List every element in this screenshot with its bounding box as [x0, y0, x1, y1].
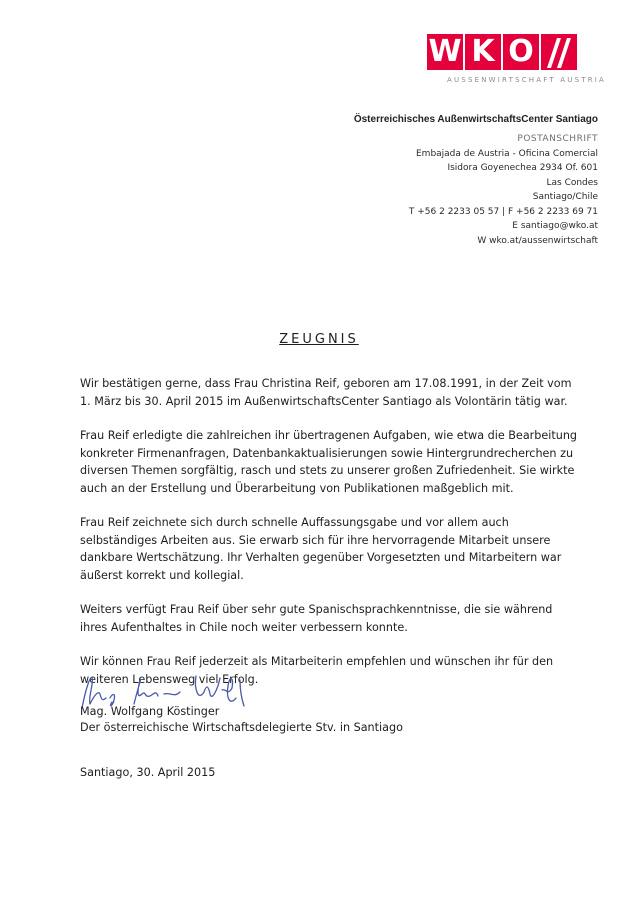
body-paragraph: Weiters verfügt Frau Reif über sehr gute Spanischsprachkenntnisse, die sie während ihres Aufenthaltes in Chile noch weiter verbessern konnte. [80, 603, 553, 634]
body-paragraph: Wir bestätigen gerne, dass Frau Christina Reif, geboren am 17.08.1991, in der Zeit vom 1. März bis 30. April 2015 im AußenwirtschaftsCenter Santiago als Volontärin tätig war. [80, 377, 572, 408]
logo-letter-k: K [465, 34, 501, 70]
document-title: ZEUGNIS [279, 332, 359, 347]
website-line: W wko.at/aussenwirtschaft [477, 235, 598, 246]
logo-letter-w: W [428, 34, 462, 69]
phone-fax-line: T +56 2 2233 05 57 | F +56 2 2233 69 71 [408, 206, 598, 217]
logo-stripes-icon [541, 34, 577, 70]
signer-role: Der österreichische Wirtschaftsdelegierte Stv. in Santiago [80, 721, 403, 734]
place-date: Santiago, 30. April 2015 [80, 766, 216, 779]
email-line: E santiago@wko.at [512, 221, 598, 231]
letter-body [80, 375, 580, 705]
address-label: POSTANSCHRIFT [517, 134, 598, 144]
logo-subtitle: AUSSENWIRTSCHAFT AUSTRIA [447, 76, 607, 84]
address-line: Embajada de Austria - Oficina Comercial [415, 148, 598, 159]
signer-name: Mag. Wolfgang Köstinger [80, 705, 220, 718]
address-line: Las Condes [546, 177, 598, 188]
wko-logo [427, 34, 607, 94]
address-line: Isidora Goyenechea 2934 Of. 601 [447, 163, 598, 173]
logo-letter-o: O [503, 34, 539, 70]
body-paragraph: Frau Reif erledigte die zahlreichen ihr übertragenen Aufgaben, wie etwa die Bearbeitung konkreter Firmenanfragen, Datenbankaktualisierungen sowie Hintergrundrecherchen zu diversen Themen sorgfältig, rasch und stets zu unserer großen Zufriedenheit. Sie wirkte auch an der Erstellung und Überarbeitung von Publikationen maßgeblich mit. [80, 429, 578, 495]
address-line: Santiago/Chile [532, 192, 598, 202]
office-name: Österreichisches AußenwirtschaftsCenter Santiago [353, 114, 598, 125]
body-paragraph: Wir können Frau Reif jederzeit als Mitarbeiterin empfehlen und wünschen ihr für den weiteren Lebensweg viel Erfolg. [80, 655, 554, 686]
logo-letter-boxes [427, 34, 602, 70]
postal-address [409, 132, 598, 248]
body-paragraph: Frau Reif zeichnete sich durch schnelle Auffassungsgabe und vor allem auch selbständiges Arbeiten aus. Sie erwarb sich für ihre hervorragende Mitarbeit unsere dankbare Wertschätzung. Ihr Verhalten gegenüber Vorgesetzten und Mitarbeitern war äußerst korrekt und kollegial. [80, 516, 562, 582]
signer-block [80, 704, 403, 736]
